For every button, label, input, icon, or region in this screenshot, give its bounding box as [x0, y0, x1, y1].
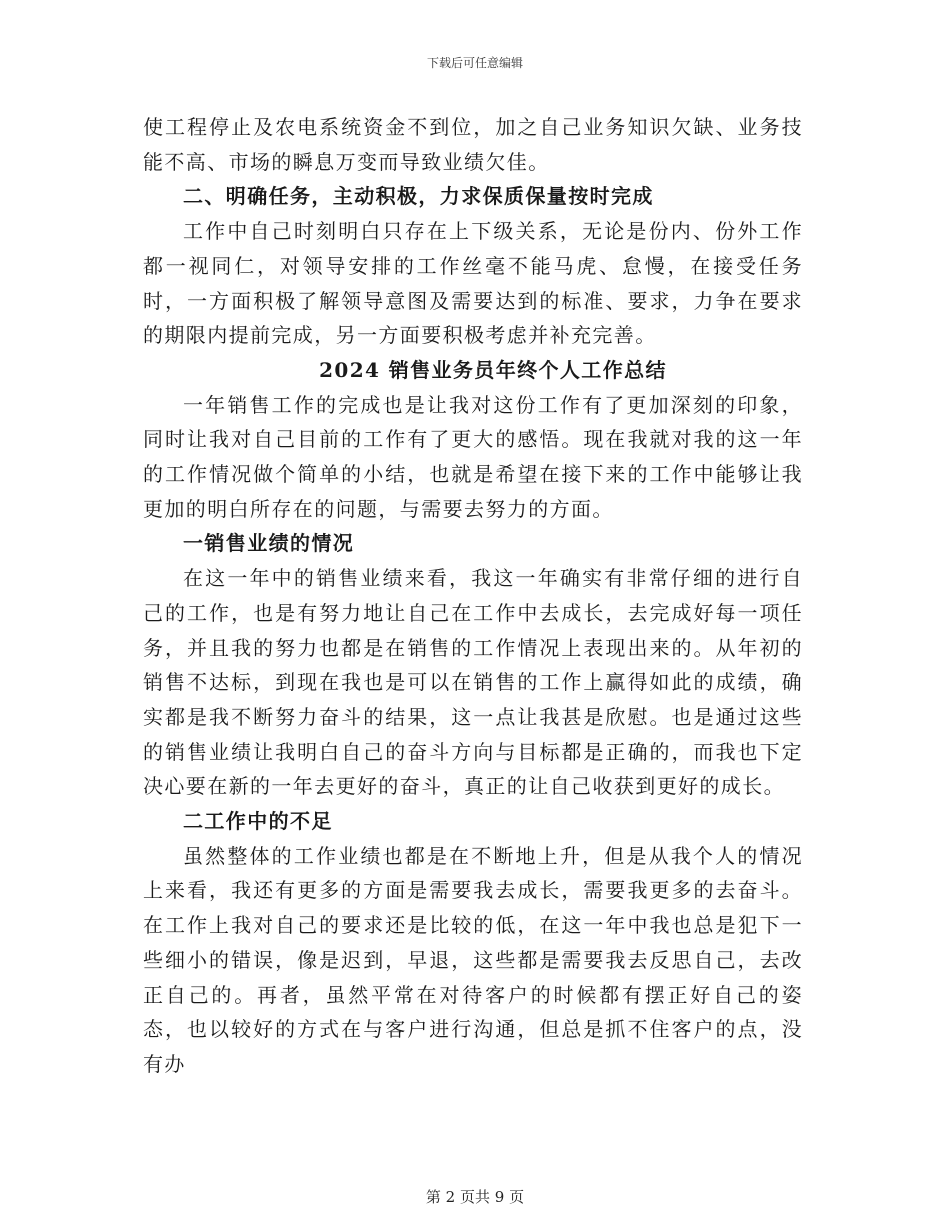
document-body — [143, 110, 803, 1082]
section-heading-tasks: 二、明确任务，主动积极，力求保质保量按时完成 — [183, 184, 654, 209]
paragraph-performance: 在这一年中的销售业绩来看，我这一年确实有非常仔细的进行自己的工作，也是有努力地让自己在工作中去成长，去完成好每一项任务，并且我的努力也都是在销售的工作情况上表现出来的。从年初的销售不达标，到现在我也是可以在销售的工作上赢得如此的成绩，确实都是我不断努力奋斗的结果，这一点让我甚是欣慰。也是通过这些的销售业绩让我明白自己的奋斗方向与目标都是正确的，而我也下定决心要在新的一年去更好的奋斗，真正的让自己收获到更好的成长。 — [143, 566, 803, 799]
document-title: 2024 销售业务员年终个人工作总结 — [319, 357, 667, 382]
paragraph-shortcomings: 虽然整体的工作业绩也都是在不断地上升，但是从我个人的情况上来看，我还有更多的方面是需要我去成长，需要我更多的去奋斗。在工作上我对自己的要求还是比较的低，在这一年中我也总是犯下一些细小的错误，像是迟到，早退，这些都是需要我去反思自己，去改正自己的。再者，虽然平常在对待客户的时候都有摆正好自己的姿态，也以较好的方式在与客户进行沟通，但总是抓不住客户的点，没有办 — [143, 843, 803, 1076]
page-header: 下载后可任意编辑 — [426, 56, 523, 70]
section-heading-performance: 一销售业绩的情况 — [183, 531, 355, 556]
page-footer: 第 2 页共 9 页 — [425, 1188, 525, 1206]
section-heading-shortcomings: 二工作中的不足 — [183, 809, 333, 834]
paragraph-continued: 使工程停止及农电系统资金不到位，加之自己业务知识欠缺、业务技能不高、市场的瞬息万变而导致业绩欠佳。 — [143, 115, 803, 174]
paragraph-intro: 一年销售工作的完成也是让我对这份工作有了更加深刻的印象，同时让我对自己目前的工作有了更大的感悟。现在我就对我的这一年的工作情况做个简单的小结，也就是希望在接下来的工作中能够让我更加的明白所存在的问题，与需要去努力的方面。 — [143, 392, 803, 521]
paragraph-tasks: 工作中自己时刻明白只存在上下级关系，无论是份内、份外工作都一视同仁，对领导安排的工作丝毫不能马虎、怠慢，在接受任务时，一方面积极了解领导意图及需要达到的标准、要求，力争在要求的期限内提前完成，另一方面要积极考虑并补充完善。 — [143, 219, 803, 348]
